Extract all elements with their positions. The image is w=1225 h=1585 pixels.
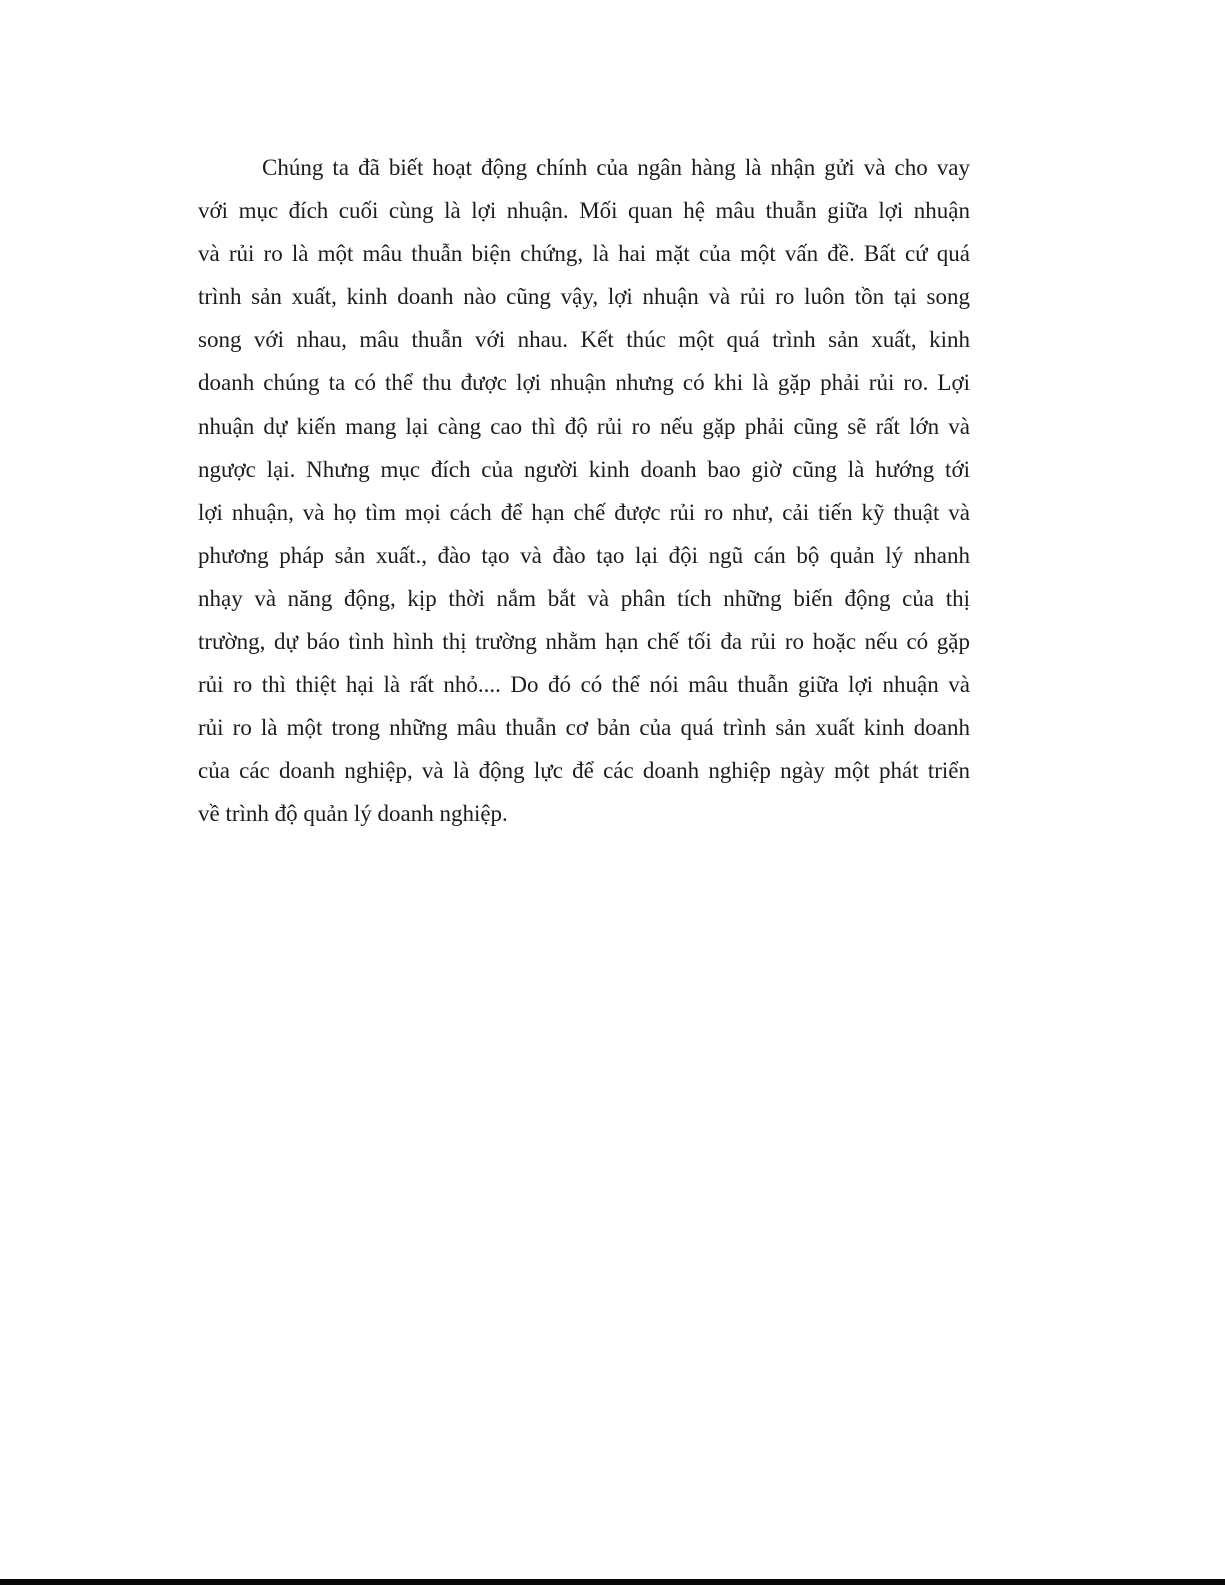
paragraph-line: doanh chúng ta có thể thu được lợi nhuận nhưng có khi là gặp phải rủi ro. Lợi bbox=[198, 370, 970, 396]
paragraph-line: ngược lại. Nhưng mục đích của người kinh doanh bao giờ cũng là hướng tới bbox=[198, 456, 970, 482]
paragraph-line: lợi nhuận, và họ tìm mọi cách để hạn chế được rủi ro như, cải tiến kỹ thuật và bbox=[198, 499, 970, 525]
paragraph-line: nhuận dự kiến mang lại càng cao thì độ rủi ro nếu gặp phải cũng sẽ rất lớn và bbox=[198, 413, 970, 439]
paragraph-line: trình sản xuất, kinh doanh nào cũng vậy, lợi nhuận và rủi ro luôn tồn tại song bbox=[198, 284, 970, 310]
page-bottom-edge bbox=[0, 1579, 1225, 1585]
body-paragraph bbox=[198, 148, 970, 838]
paragraph-line: và rủi ro là một mâu thuẫn biện chứng, là hai mặt của một vấn đề. Bất cứ quá bbox=[198, 241, 970, 267]
paragraph-line: trường, dự báo tình hình thị trường nhằm hạn chế tối đa rủi ro hoặc nếu có gặp bbox=[198, 629, 970, 655]
paragraph-line: Chúng ta đã biết hoạt động chính của ngân hàng là nhận gửi và cho vay bbox=[262, 155, 970, 180]
paragraph-line: với mục đích cuối cùng là lợi nhuận. Mối quan hệ mâu thuẫn giữa lợi nhuận bbox=[198, 198, 970, 224]
paragraph-line: nhạy và năng động, kịp thời nắm bắt và phân tích những biến động của thị bbox=[198, 585, 970, 611]
paragraph-line: của các doanh nghiệp, và là động lực để các doanh nghiệp ngày một phát triển bbox=[198, 758, 970, 784]
paragraph-line: phương pháp sản xuất., đào tạo và đào tạo lại đội ngũ cán bộ quản lý nhanh bbox=[198, 542, 970, 568]
paragraph-line: về trình độ quản lý doanh nghiệp. bbox=[198, 801, 508, 827]
paragraph-line: song với nhau, mâu thuẫn với nhau. Kết thúc một quá trình sản xuất, kinh bbox=[198, 327, 970, 353]
paragraph-line: rủi ro thì thiệt hại là rất nhỏ.... Do đó có thể nói mâu thuẫn giữa lợi nhuận và bbox=[198, 672, 970, 698]
paragraph-line: rủi ro là một trong những mâu thuẫn cơ bản của quá trình sản xuất kinh doanh bbox=[198, 715, 970, 741]
